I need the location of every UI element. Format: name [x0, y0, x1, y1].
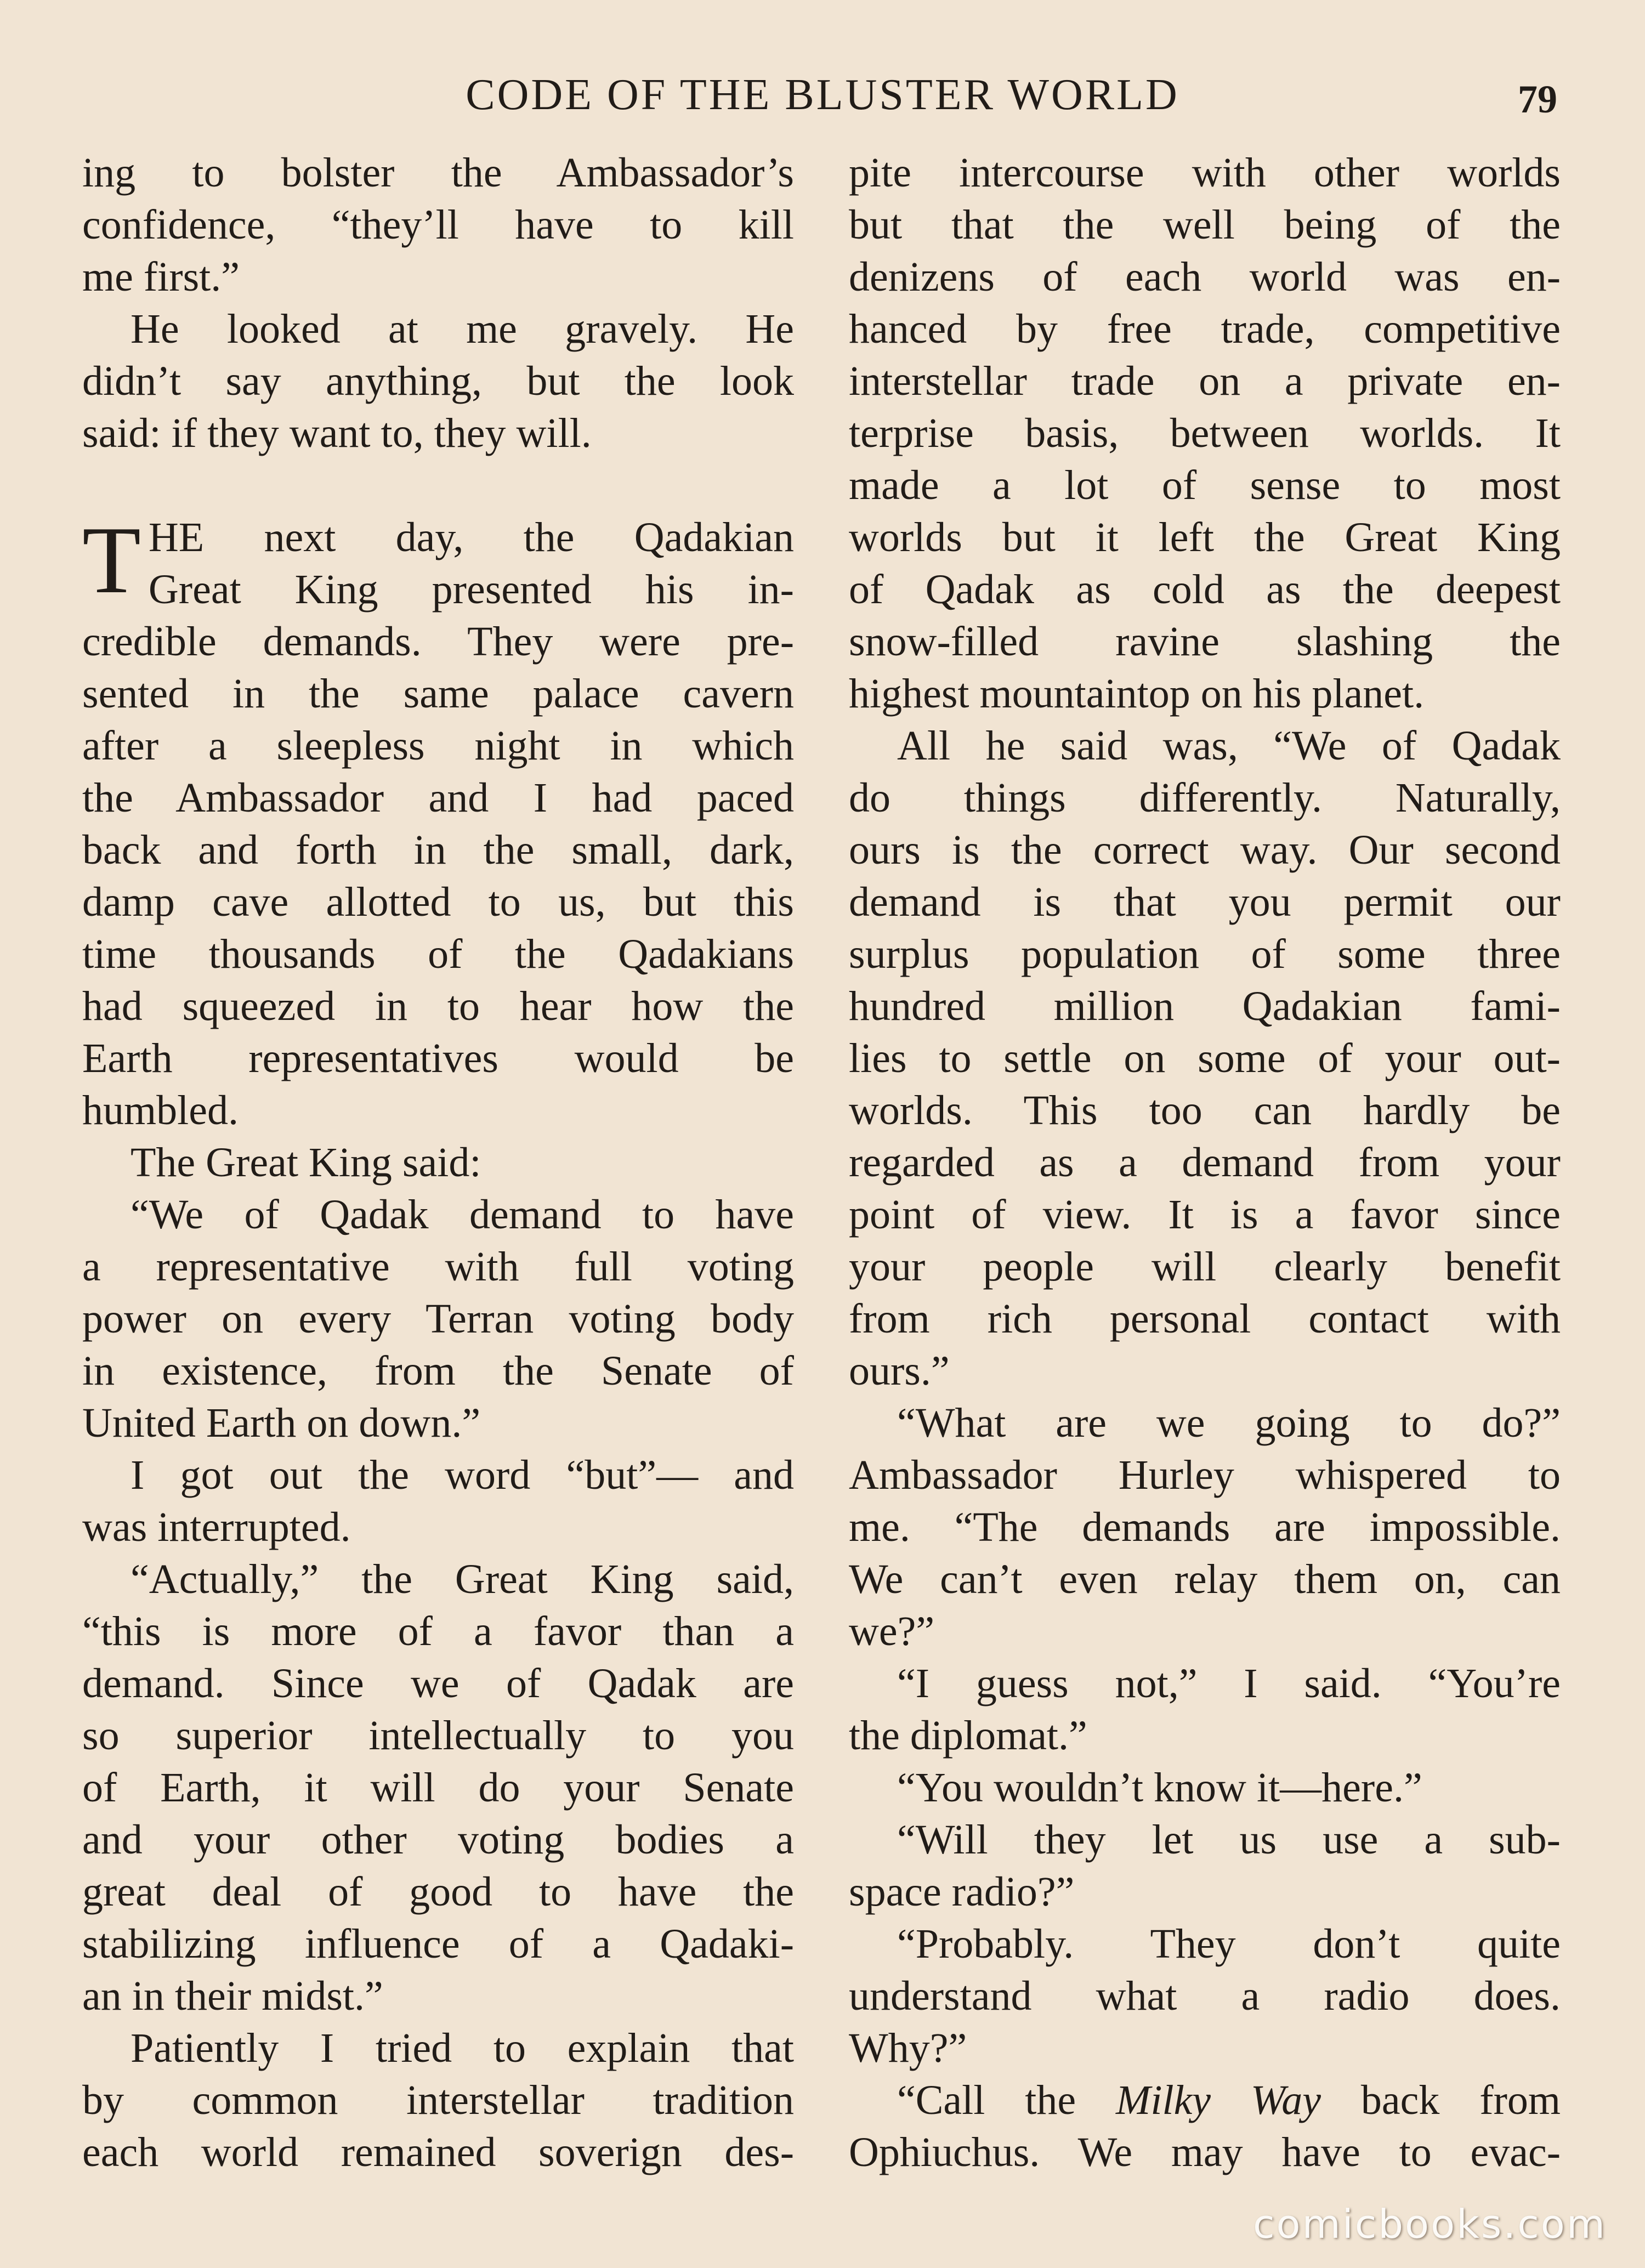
text-line: lies to settle on some of your out-	[849, 1035, 1561, 1081]
right-column	[849, 147, 1561, 2179]
text-line: “Probably. They don’t quite	[897, 1921, 1561, 1967]
text-line: me first.”	[82, 254, 240, 300]
text-line: damp cave allotted to us, but this	[82, 879, 794, 925]
text-line: demand. Since we of Qadak are	[82, 1660, 794, 1706]
text-line: had squeezed in to hear how the	[82, 983, 794, 1029]
text-line: ours is the correct way. Our second	[849, 827, 1561, 873]
text-line: He looked at me gravely. He	[131, 306, 794, 352]
drop-cap-line: Great King presented his in-	[148, 566, 794, 613]
text-line: “We of Qadak demand to have	[131, 1192, 794, 1238]
left-column	[82, 147, 794, 2179]
text-line: and your other voting bodies a	[82, 1817, 794, 1863]
text-fragment: back from	[1321, 2077, 1561, 2123]
text-line: of Qadak as cold as the deepest	[849, 566, 1561, 613]
text-line: the diplomat.”	[849, 1713, 1087, 1759]
text-fragment: “Call the	[897, 2077, 1116, 2123]
text-line: a representative with full voting	[82, 1244, 794, 1290]
text-line: great deal of good to have the	[82, 1869, 794, 1915]
text-line: your people will clearly benefit	[849, 1244, 1561, 1290]
text-line: “I guess not,” I said. “You’re	[897, 1660, 1561, 1706]
text-line: said: if they want to, they will.	[82, 410, 592, 456]
text-line: humbled.	[82, 1087, 239, 1133]
text-line: space radio?”	[849, 1869, 1075, 1915]
running-head	[82, 65, 1563, 125]
text-line: Ophiuchus. We may have to evac-	[849, 2129, 1561, 2175]
watermark: comicbooks.com	[1252, 2201, 1607, 2247]
text-line: me. “The demands are impossible.	[849, 1504, 1561, 1550]
text-line: by common interstellar tradition	[82, 2077, 794, 2123]
text-line: hanced by free trade, competitive	[849, 306, 1561, 352]
text-line: I got out the word “but”— and	[131, 1452, 794, 1498]
text-line: snow-filled ravine slashing the	[849, 619, 1561, 665]
text-line: sented in the same palace cavern	[82, 671, 794, 717]
text-line: United Earth on down.”	[82, 1400, 481, 1446]
text-line: back and forth in the small, dark,	[82, 827, 794, 873]
text-line: from rich personal contact with	[849, 1296, 1561, 1342]
text-line: power on every Terran voting body	[82, 1296, 794, 1342]
text-line: Why?”	[849, 2025, 967, 2071]
text-line: highest mountaintop on his planet.	[849, 671, 1425, 717]
text-line: ing to bolster the Ambassador’s	[82, 150, 794, 196]
text-line: made a lot of sense to most	[849, 462, 1561, 508]
text-line: “this is more of a favor than a	[82, 1608, 794, 1654]
section-break	[82, 460, 794, 512]
text-line: denizens of each world was en-	[849, 254, 1561, 300]
text-line: but that the well being of the	[849, 202, 1561, 248]
text-line: Ambassador Hurley whispered to	[849, 1452, 1561, 1498]
drop-cap: T	[82, 507, 141, 613]
page-number: 79	[1518, 77, 1557, 121]
text-line: do things differently. Naturally,	[849, 775, 1561, 821]
text-line: hundred million Qadakian fami-	[849, 983, 1561, 1029]
text-line: We can’t even relay them on, can	[849, 1556, 1561, 1602]
left-column-opening	[82, 147, 794, 460]
text-line: regarded as a demand from your	[849, 1139, 1561, 1186]
text-line: we?”	[849, 1608, 935, 1654]
text-line: The Great King said:	[131, 1139, 481, 1186]
text-line: stabilizing influence of a Qadaki-	[82, 1921, 794, 1967]
text-line: the Ambassador and I had paced	[82, 775, 794, 821]
text-line: pite intercourse with other worlds	[849, 150, 1561, 196]
right-column-body	[849, 147, 1561, 2074]
text-line: terprise basis, between worlds. It	[849, 410, 1561, 456]
text-line: “You wouldn’t know it—here.”	[897, 1765, 1422, 1811]
text-line: an in their midst.”	[82, 1973, 383, 2019]
text-line: Patiently I tried to explain that	[131, 2025, 794, 2071]
text-line: so superior intellectually to you	[82, 1713, 794, 1759]
text-line: Earth representatives would be	[82, 1035, 794, 1081]
text-line: understand what a radio does.	[849, 1973, 1561, 2019]
text-line: interstellar trade on a private en-	[849, 358, 1561, 404]
text-line: worlds but it left the Great King	[849, 514, 1561, 560]
text-line: after a sleepless night in which	[82, 723, 794, 769]
ship-name: Milky Way	[1116, 2077, 1321, 2123]
text-line: surplus population of some three	[849, 931, 1561, 977]
text-line: of Earth, it will do your Senate	[82, 1765, 794, 1811]
drop-cap-paragraph	[82, 507, 794, 616]
text-line: ours.”	[849, 1348, 950, 1394]
text-line: in existence, from the Senate of	[82, 1348, 794, 1394]
drop-cap-line: HE next day, the Qadakian	[148, 514, 794, 560]
text-line: All he said was, “We of Qadak	[897, 723, 1561, 769]
text-line: didn’t say anything, but the look	[82, 358, 794, 404]
text-line: “Actually,” the Great King said,	[131, 1556, 794, 1602]
text-line: each world remained soverign des-	[82, 2129, 794, 2175]
text-line: demand is that you permit our	[849, 879, 1561, 925]
text-line: confidence, “they’ll have to kill	[82, 202, 794, 248]
text-line: “What are we going to do?”	[897, 1400, 1561, 1446]
running-title: CODE OF THE BLUSTER WORLD	[466, 71, 1179, 119]
text-line: worlds. This too can hardly be	[849, 1087, 1561, 1133]
text-line: “Will they let us use a sub-	[897, 1817, 1561, 1863]
text-line	[849, 2074, 1561, 2127]
text-line: time thousands of the Qadakians	[82, 931, 794, 977]
left-column-body	[82, 616, 794, 2179]
text-line: was interrupted.	[82, 1504, 351, 1550]
text-line: credible demands. They were pre-	[82, 619, 794, 665]
text-line: point of view. It is a favor since	[849, 1192, 1561, 1238]
